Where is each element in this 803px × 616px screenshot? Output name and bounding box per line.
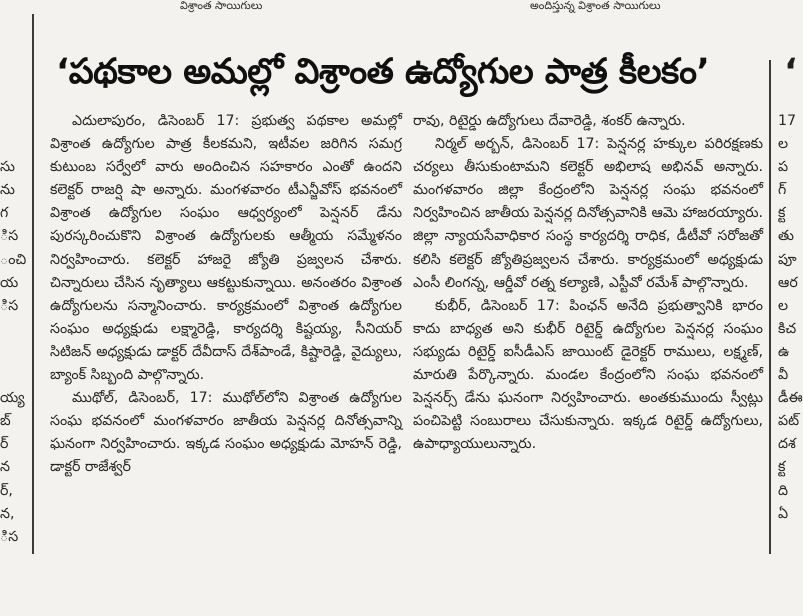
edge-line-fragment: ను xyxy=(0,182,15,199)
edge-line-fragment: పట్ xyxy=(778,413,800,430)
edge-line-fragment: గ xyxy=(0,205,9,222)
article-paragraph: ముథోల్, డిసెంబర్, 17: ముథోల్‌లోని విశ్రాంత ఉద్యోగుల సంఘ భవనంలో మంగళవారం జాతీయ పెన్షనర్ల దినోత్సవాన్ని ఘనంగా నిర్వహించారు. ఇక్కడ సంఘం అధ్యక్షుడు మోహన్ రెడ్డి, డాక్టర్ రాజేశ్వర్ xyxy=(50,390,402,476)
article-paragraph: నిర్మల్ అర్బన్, డిసెంబర్ 17: పెన్షనర్ల హక్కుల పరిరక్షణకు చర్యలు తీసుకుంటామని కలెక్టర్ అభిలాష అభినవ్ అన్నారు. మంగళవారం జిల్లా కేంద్రంలోని పెన్షనర్ల సంఘ భవనంలో నిర్వహించిన జాతీయ పెన్షనర్ల దినోత్సవానికి ఆమె హాజరయ్యారు. జిల్లా న్యాయసేవాధికార సంస్థ కార్యదర్శి రాధిక, డీటీవో సరోజతో కలిసి కలెక్టర్ జ్యోతిప్రజ్వలన చేశారు. కార్యక్రమంలో అధ్యక్షుడు ఎంసీ లింగన్న, ఆర్డీవో రత్న కల్యాణి, ఎస్టీవో రమేశ్ పాల్గొన్నారు. xyxy=(413,136,763,291)
article-paragraph: ఎదులాపురం, డిసెంబర్ 17: ప్రభుత్వ పథకాల అమల్లో విశ్రాంత ఉద్యోగుల పాత్ర కీలకమని, ఇటీవల జరిగిన సమగ్ర కుటుంబ సర్వేలో వారు అందించిన సహకారం ఎంతో ఉందని కలెక్టర్ రాజర్షి షా అన్నారు. మంగళవారం టీఎన్జీవోస్ భవనంలో విశ్రాంత ఉద్యోగుల సంఘం ఆధ్వర్యంలో పెన్షనర్ డేను పురస్కరించుకొని విశ్రాంత ఉద్యోగులకు ఆత్మీయ సమ్మేళనం నిర్వహించారు. కలెక్టర్ హాజరై జ్యోతి ప్రజ్వలన చేశారు. చిన్నారులు చేసిన నృత్యాలు ఆకట్టుకున్నాయి. అనంతరం విశ్రాంత ఉద్యోగులను సన్మానించారు. కార్యక్రమంలో విశ్రాంత ఉద్యోగుల సంఘం అధ్యక్షుడు లక్ష్మారెడ్డి, కార్యదర్శి కిష్టయ్య, సీనియర్ సిటిజన్ అధ్యక్షుడు డాక్టర్ దేవీదాస్ దేశ్‌పాండే, కిష్టారెడ్డి, వైద్యులు, బ్యాంక్ సిబ్బంది పాల్గొన్నారు. xyxy=(50,113,402,384)
right-edge-headline-fragment: ‘ xyxy=(784,52,798,92)
edge-line-fragment: సు xyxy=(0,159,15,176)
edge-line-fragment: ఏ xyxy=(778,505,789,522)
edge-line-fragment: డీఈ xyxy=(778,390,803,407)
left-column-rule xyxy=(32,14,34,554)
edge-line-fragment: గ్ xyxy=(778,182,787,199)
edge-line-fragment: న, xyxy=(0,505,15,522)
edge-line-fragment: ిస xyxy=(0,528,19,545)
headline: ‘పథకాల అమల్లో విశ్రాంత ఉద్యోగుల పాత్ర కీలకం’ xyxy=(56,52,710,92)
edge-line-fragment: ల xyxy=(778,136,789,153)
edge-line-fragment: ది xyxy=(778,482,789,499)
article-paragraph: కుభీర్, డిసెంబర్ 17: పింఛన్ అనేది ప్రభుత్వానికి భారం కాదు బాధ్యత అని కుభీర్ రిటైర్డ్ ఉద్యోగుల పెన్షనర్ల సంఘం సభ్యుడు రిటైర్డ్ ఐసీడీఎస్ జాయింట్ డైరెక్టర్ రాములు, లక్ష్మణ్, మారుతి పేర్కొన్నారు. మండల కేంద్రంలోని సంఘ భవనంలో పెన్షనర్స్ డేను ఘనంగా నిర్వహించారు. అంతకుముందు స్వీట్లు పంచిపెట్టి సంబురాలు చేసుకున్నారు. ఇక్కడ రిటైర్డ్ ఉద్యోగులు, ఉపాధ్యాయులున్నారు. xyxy=(413,297,763,453)
right-column-rule xyxy=(769,60,771,554)
article-column-right xyxy=(413,110,763,456)
edge-line-fragment: ఆర xyxy=(778,274,798,291)
edge-line-fragment: ిస xyxy=(0,228,19,245)
left-edge-text xyxy=(0,110,27,549)
edge-line-fragment: ఉ xyxy=(778,343,790,360)
right-edge-text xyxy=(778,110,803,526)
top-strip-left: విశ్రాంత సాయిగులు xyxy=(180,0,263,12)
edge-line-fragment: క్ట xyxy=(778,459,786,476)
top-strip-right: అందిస్తున్న విశ్రాంత సాయిగులు xyxy=(530,0,661,12)
edge-line-fragment: కిచ xyxy=(778,320,797,337)
edge-line-fragment: వీ xyxy=(778,367,789,384)
edge-line-fragment: తు xyxy=(778,228,794,245)
edge-line-fragment: ర్ xyxy=(0,436,9,453)
edge-line-fragment: ల xyxy=(778,297,789,314)
edge-line-fragment: పూ xyxy=(778,251,797,268)
edge-line-fragment: ప xyxy=(778,159,789,176)
edge-line-fragment xyxy=(0,341,22,364)
edge-line-fragment: 17 xyxy=(778,113,797,129)
edge-line-fragment: ర్, xyxy=(0,482,13,499)
edge-line-fragment: బ్ xyxy=(0,413,11,430)
edge-line-fragment: ిస xyxy=(0,297,19,314)
edge-line-fragment xyxy=(0,364,22,387)
article-column-left xyxy=(50,110,402,480)
edge-line-fragment: ంచి xyxy=(0,251,27,268)
edge-line-fragment: య xyxy=(0,274,19,291)
article-paragraph: రావు, రిటైర్డు ఉద్యోగులు దేవారెడ్డి, శంకర్ ఉన్నారు. xyxy=(413,113,686,129)
edge-line-fragment xyxy=(0,133,22,156)
edge-line-fragment xyxy=(0,318,22,341)
edge-line-fragment xyxy=(0,110,22,133)
edge-line-fragment: క్ట xyxy=(778,205,786,222)
edge-line-fragment: న xyxy=(0,459,10,476)
edge-line-fragment: య్య xyxy=(0,390,25,407)
edge-line-fragment: దశ xyxy=(778,436,796,453)
